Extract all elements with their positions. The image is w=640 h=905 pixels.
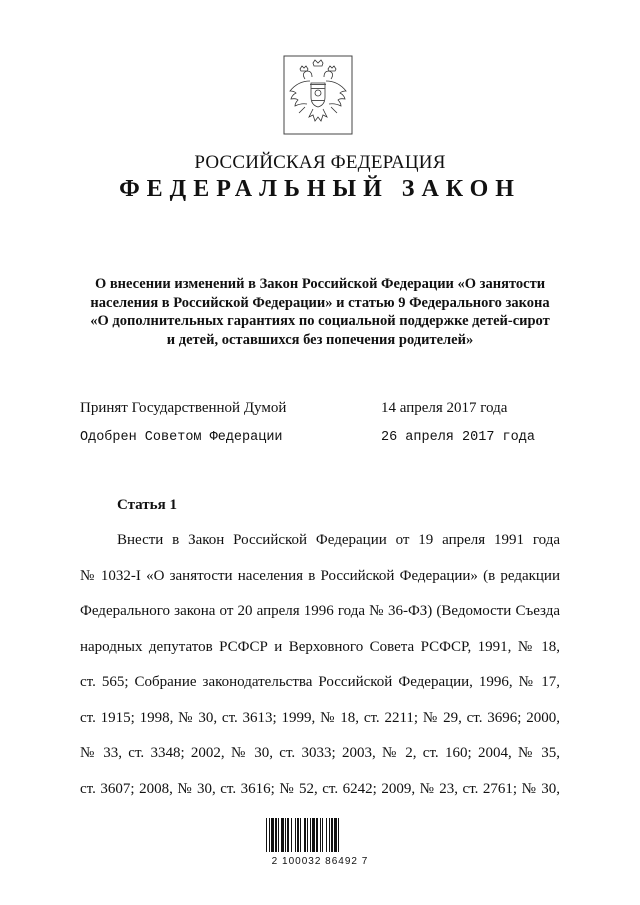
council-approval-date: 26 апреля 2017 года (381, 430, 535, 445)
law-title-line: населения в Российской Федерации» и статью 9 Федерального закона (90, 294, 550, 311)
document-type-heading: ФЕДЕРАЛЬНЫЙ ЗАКОН (119, 176, 521, 202)
barcode-bar (312, 818, 315, 852)
barcode-bar (334, 818, 337, 852)
barcode-bar (310, 818, 311, 852)
barcode-bar (291, 818, 292, 852)
barcode-bar (322, 818, 323, 852)
barcode-bar (281, 818, 284, 852)
article-text-line: Внести в Закон Российской Федерации от 19 апреля 1991 года (117, 532, 560, 548)
barcode-bar (300, 818, 301, 852)
barcode-bar (320, 818, 321, 852)
article-text-line: № 33, ст. 3348; 2002, № 30, ст. 3033; 2003, № 2, ст. 160; 2004, № 35, (80, 745, 560, 761)
barcode-bar (266, 818, 267, 852)
article-body (80, 523, 560, 807)
law-title-line: и детей, оставшихся без попечения родителей» (166, 331, 474, 348)
barcode-bar (275, 818, 277, 852)
article-text-line: Федерального закона от 20 апреля 1996 года № 36-ФЗ) (Ведомости Съезда (80, 603, 560, 619)
barcode-bar (338, 818, 339, 852)
barcode-bar (285, 818, 286, 852)
article-text-line: ст. 3607; 2008, № 30, ст. 3616; № 52, ст. 6242; 2009, № 23, ст. 2761; № 30, (80, 780, 560, 797)
article-text-line: ст. 565; Собрание законодательства Российской Федерации, 1996, № 17, (80, 674, 560, 690)
barcode-bar (326, 818, 327, 852)
barcode-bar (331, 818, 333, 852)
barcode-bar (269, 818, 270, 852)
barcode-bar (304, 818, 306, 852)
law-title-line: О внесении изменений в Закон Российской Федерации «О занятости (94, 276, 546, 292)
barcode-bar (295, 818, 296, 852)
barcode-bar (287, 818, 289, 852)
coat-of-arms-emblem (283, 55, 353, 135)
article-text-line: народных депутатов РСФСР и Верховного Совета РСФСР, 1991, № 18, (80, 638, 560, 655)
barcode-bar (316, 818, 318, 852)
council-approval-label: Одобрен Советом Федерации (80, 430, 283, 445)
barcode (264, 818, 372, 854)
barcode-bar (329, 818, 330, 852)
barcode-bar (278, 818, 279, 852)
duma-adoption-label: Принят Государственной Думой (80, 400, 287, 416)
country-heading: РОССИЙСКАЯ ФЕДЕРАЦИЯ (194, 152, 446, 173)
barcode-number: 2 100032 86492 7 (271, 856, 369, 867)
article-text-line: ст. 1915; 1998, № 30, ст. 3613; 1999, № 18, ст. 2211; № 29, ст. 3696; 2000, (80, 709, 560, 726)
barcode-bar (307, 818, 308, 852)
law-title (70, 275, 570, 349)
barcode-bar (271, 818, 274, 852)
article-heading: Статья 1 (117, 497, 177, 513)
barcode-bar (297, 818, 299, 852)
law-title-line: «О дополнительных гарантиях по социальной поддержке детей-сирот (90, 313, 550, 329)
article-text-line: № 1032-I «О занятости населения в Российской Федерации» (в редакции (80, 567, 560, 584)
duma-adoption-date: 14 апреля 2017 года (381, 400, 508, 416)
